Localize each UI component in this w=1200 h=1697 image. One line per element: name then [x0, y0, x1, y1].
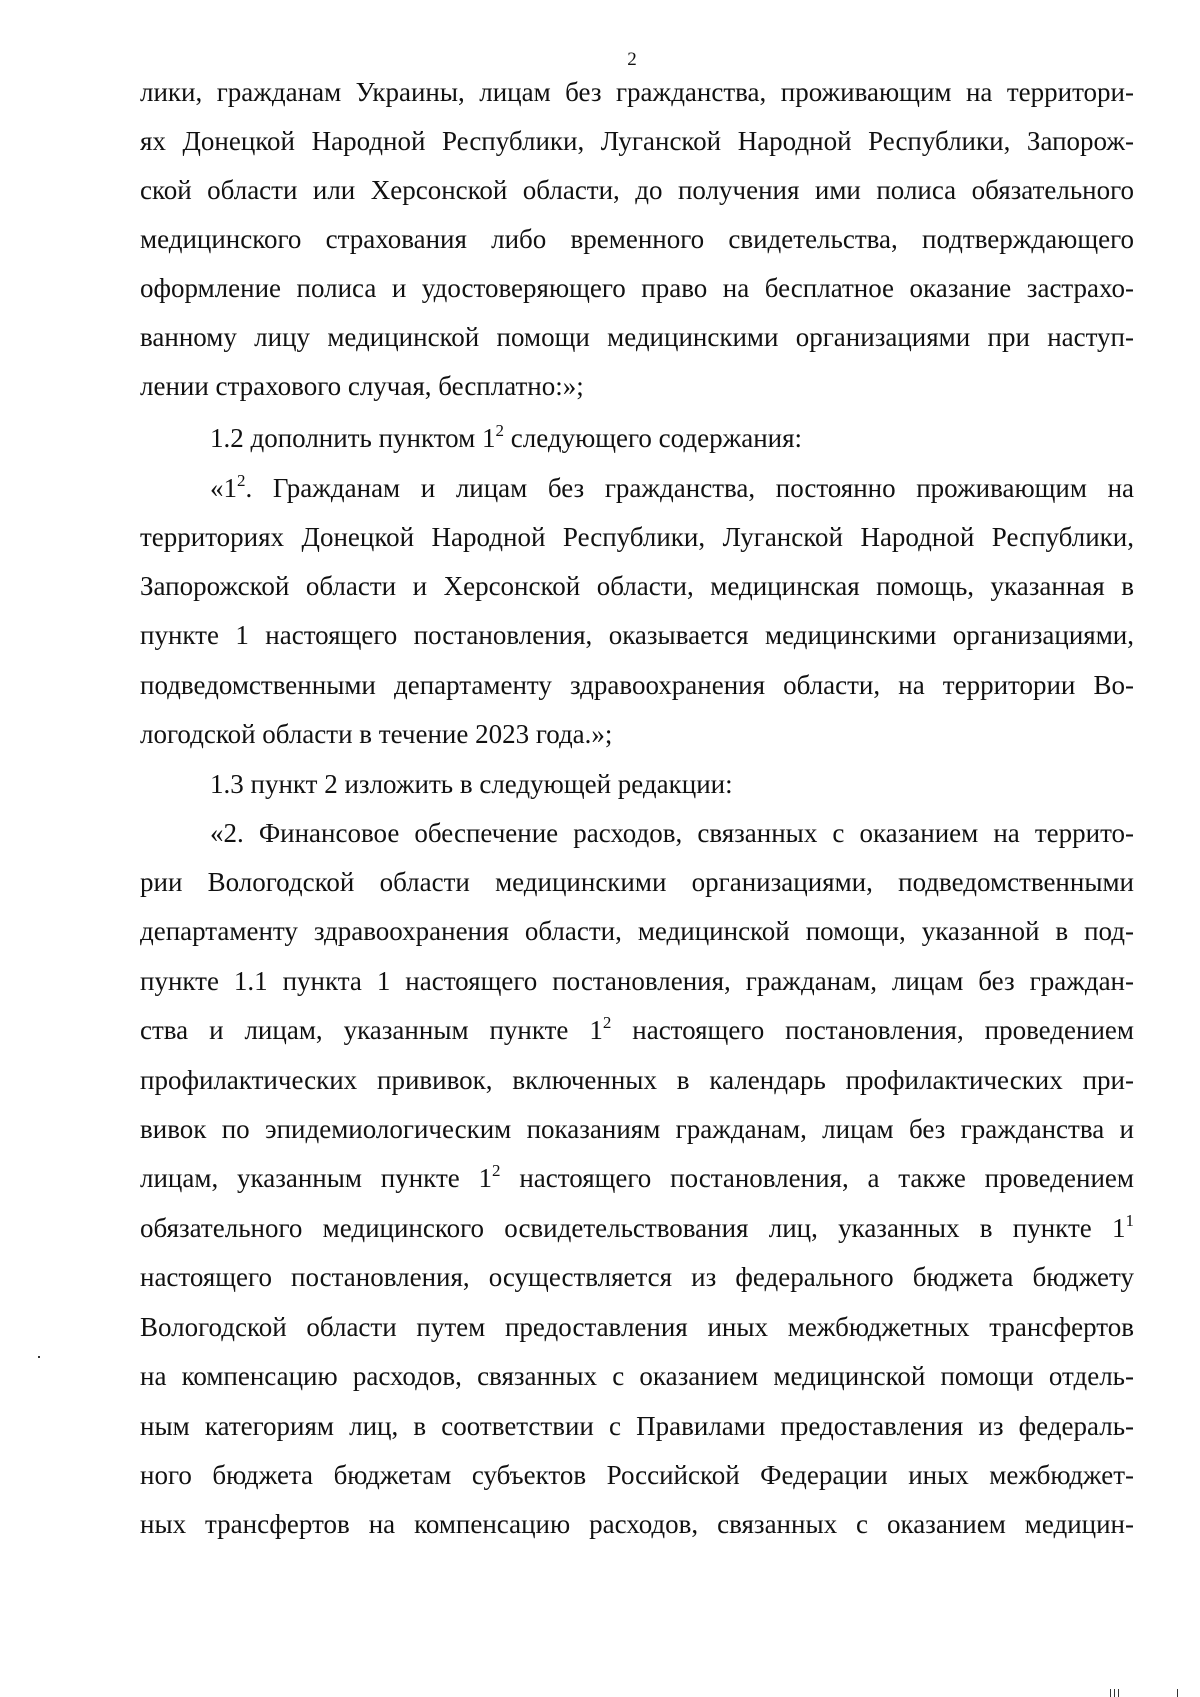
text-line: «$1^2$. Гражданам и лицам без гражданства, постоянно проживающим на — [210, 471, 1134, 503]
text-line: территориях Донецкой Народной Республики, Луганской Народной Республики, — [140, 522, 1134, 552]
text-line: пункте 1.1 пункта 1 настоящего постановления, гражданам, лицам без граждан- — [140, 966, 1134, 996]
paragraph-heading-1-3: 1.3 пункт 2 изложить в следующей редакции: — [210, 769, 733, 799]
text-line: ванному лицу медицинской помощи медицинскими организациями при наступ- — [140, 322, 1134, 352]
text-line: ного бюджета бюджетам субъектов Российской Федерации иных межбюджет- — [140, 1460, 1134, 1490]
page-number: 2 — [627, 49, 637, 70]
text-line: Запорожской области и Херсонской области, медицинская помощь, указанная в — [140, 571, 1134, 601]
paragraph-heading-1-2: 1.2 дополнить пунктом $1^2$ следующего содержания: — [210, 421, 803, 453]
text-line: подведомственными департаменту здравоохранения области, на территории Во- — [140, 670, 1134, 700]
text-line: профилактических прививок, включенных в календарь профилактических при- — [140, 1065, 1134, 1095]
text-line: ства и лицам, указанным пункте $1^2$ настоящего постановления, проведением — [140, 1013, 1134, 1045]
text-line: рии Вологодской области медицинскими организациями, подведомственными — [140, 867, 1134, 897]
text-line: обязательного медицинского освидетельствования лиц, указанных в пункте $1^1$ — [140, 1211, 1134, 1243]
scan-edge-mark — [1118, 1689, 1119, 1697]
text-line: оформление полиса и удостоверяющего право на бесплатное оказание застрахо- — [140, 273, 1134, 303]
text-line: ных трансфертов на компенсацию расходов, связанных с оказанием медицин- — [140, 1509, 1134, 1539]
text-line: ным категориям лиц, в соответствии с Правилами предоставления из федераль- — [140, 1411, 1134, 1441]
scan-edge-mark — [1177, 1689, 1178, 1697]
text-line: департаменту здравоохранения области, медицинской помощи, указанной в под- — [140, 916, 1134, 946]
text-line: «2. Финансовое обеспечение расходов, связанных с оказанием на террито- — [210, 818, 1134, 848]
text-line: пункте 1 настоящего постановления, оказывается медицинскими организациями, — [140, 620, 1134, 650]
text-line: лики, гражданам Украины, лицам без гражданства, проживающим на территори- — [140, 77, 1134, 107]
text-line: настоящего постановления, осуществляется из федерального бюджета бюджету — [140, 1262, 1134, 1292]
text-line: вивок по эпидемиологическим показаниям гражданам, лицам без гражданства и — [140, 1114, 1134, 1144]
text-line: Вологодской области путем предоставления иных межбюджетных трансфертов — [140, 1312, 1134, 1342]
scan-edge-mark — [1114, 1689, 1115, 1697]
text-line: ях Донецкой Народной Республики, Луганской Народной Республики, Запорож- — [140, 126, 1134, 156]
scan-edge-mark — [1110, 1689, 1111, 1697]
text-line: логодской области в течение 2023 года.»; — [140, 719, 613, 749]
text-line: лицам, указанным пункте $1^2$ настоящего постановления, а также проведением — [140, 1161, 1134, 1193]
text-line: на компенсацию расходов, связанных с оказанием медицинской помощи отдель- — [140, 1361, 1134, 1391]
text-line: ской области или Херсонской области, до получения ими полиса обязательного — [140, 175, 1134, 205]
scan-edge-mark — [38, 1356, 40, 1358]
text-line: медицинского страхования либо временного свидетельства, подтверждающего — [140, 224, 1134, 254]
text-line: лении страхового случая, бесплатно:»; — [140, 371, 584, 401]
